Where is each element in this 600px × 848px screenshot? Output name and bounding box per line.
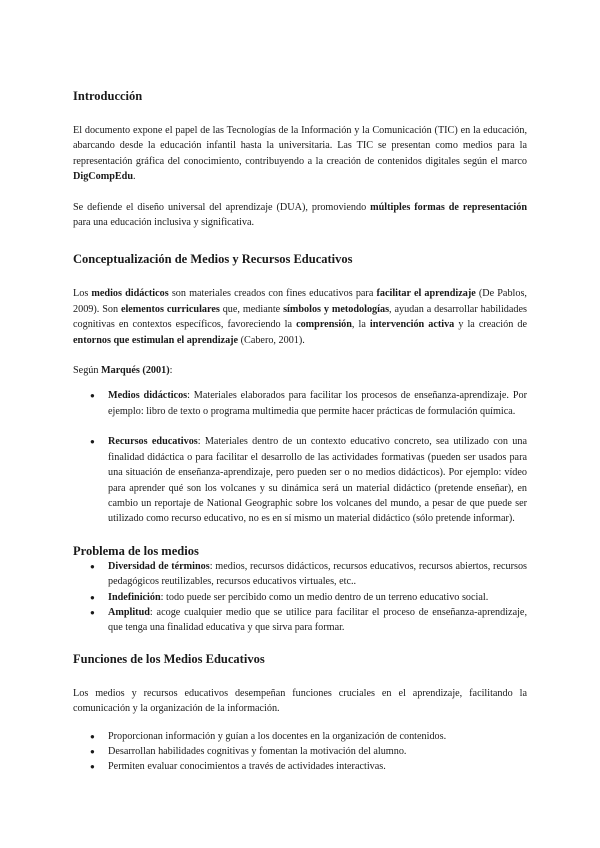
intro-paragraph-2: Se defiende el diseño universal del aprendizaje (DUA), promoviendo múltiples formas de representación para una educación inclusiva y significativa. (73, 201, 528, 229)
heading-introduccion: Introducción (73, 89, 143, 103)
list-item: ● Permiten evaluar conocimientos a través de actividades interactivas. (108, 759, 527, 774)
list-item: ● Recursos educativos: Materiales dentro de un contexto educativo concreto, sea utilizado con una finalidad didáctica o para facilitar el desarrollo de las actividades formativas (pueden ser usados para una situación de enseñanza-aprendizaje, pero pueden ser o no medios didácticos). Por ejemplo: vídeo para aprender qué son los volcanes y su dinámica será un material didáctico (pretende enseñar), en cambio un reportaje de National Geographic sobre los volcanes del mundo, a pesar de que puede ser utilizado como recurso educativo, no es en sí mismo un material didáctico (sólo pretende informar). (108, 434, 527, 526)
concept-paragraph: Los medios didácticos son materiales creados con fines educativos para facilitar el aprendizaje (De Pablos, 2009). Son elementos curriculares que, mediante símbolos y metodologías, ayudan a desarrollar habilidades cognitivas en contextos específicos, favoreciendo la comprensión, la intervención activa y la creación de entornos que estimulan el aprendizaje (Cabero, 2001). (73, 288, 528, 346)
list-item: ● Amplitud: acoge cualquier medio que se utilice para facilitar el proceso de enseñanza-aprendizaje, que tenga una finalidad educativa y que sirva para formar. (108, 605, 527, 636)
heading-conceptualizacion: Conceptualización de Medios y Recursos Educativos (73, 252, 353, 267)
list-item: ● Desarrollan habilidades cognitivas y fomentan la motivación del alumno. (108, 744, 527, 759)
marques-list (73, 388, 527, 526)
list-item: ● Indefinición: todo puede ser percibido como un medio dentro de un terreno educativo social. (108, 590, 527, 605)
problem-list (73, 559, 527, 636)
functions-list (73, 729, 527, 775)
functions-paragraph: Los medios y recursos educativos desempeñan funciones cruciales en el aprendizaje, facilitando la comunicación y la organización de la información. (73, 687, 527, 715)
segun-marques: Según Marqués (2001): (73, 365, 173, 377)
document-body (73, 78, 527, 775)
intro-paragraph-1: El documento expone el papel de las Tecnologías de la Información y la Comunicación (TIC) en la educación, abarcando desde la educación infantil hasta la universitaria. Las TIC se presentan como medios para la representación gráfica del conocimiento, contribuyendo a la creación de contenidos digitales según el marco DigCompEdu. (73, 125, 527, 183)
heading-funciones: Funciones de los Medios Educativos (73, 651, 265, 666)
list-item: ● Proporcionan información y guían a los docentes en la organización de contenidos. (108, 729, 527, 744)
list-item: ● Medios didácticos: Materiales elaborados para facilitar los procesos de enseñanza-aprendizaje. Por ejemplo: libro de texto o programa multimedia que permite hacer prácticas de formulación química. (108, 388, 527, 419)
heading-problema: Problema de los medios (73, 543, 199, 558)
list-item: ● Diversidad de términos: medios, recursos didácticos, recursos educativos, recursos abiertos, recursos pedagógicos reutilizables, recursos educativos virtuales, etc.. (108, 559, 527, 590)
